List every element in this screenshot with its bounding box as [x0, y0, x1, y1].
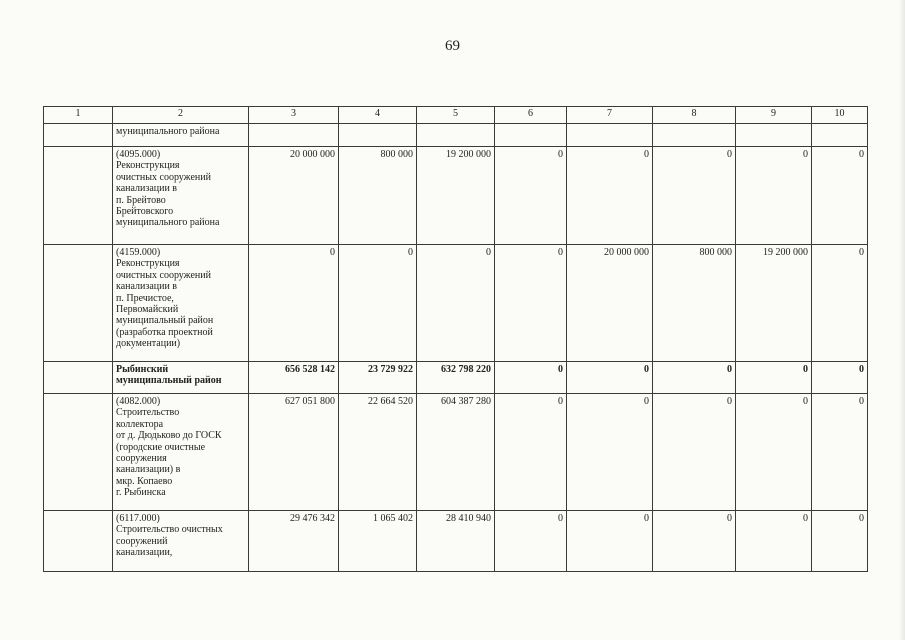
table-cell: 19 200 000 — [736, 245, 812, 362]
table-cell — [44, 362, 113, 394]
budget-table — [43, 106, 868, 572]
table-cell: 1 065 402 — [339, 511, 417, 572]
column-header: 3 — [249, 107, 339, 124]
table-cell — [736, 124, 812, 147]
table-row — [44, 147, 868, 245]
table-cell: 0 — [495, 147, 567, 245]
table-cell: 0 — [417, 245, 495, 362]
table-cell: 0 — [653, 362, 736, 394]
table-cell — [249, 124, 339, 147]
column-header: 7 — [567, 107, 653, 124]
column-header: 4 — [339, 107, 417, 124]
table-cell: 0 — [812, 147, 868, 245]
table-row — [44, 245, 868, 362]
table-cell: 0 — [495, 245, 567, 362]
page-number: 69 — [445, 38, 460, 54]
column-header: 1 — [44, 107, 113, 124]
table-cell: 800 000 — [339, 147, 417, 245]
table-row — [44, 394, 868, 511]
table-header-row — [44, 107, 868, 124]
table-cell: 0 — [567, 362, 653, 394]
table-cell — [495, 124, 567, 147]
table-cell: 28 410 940 — [417, 511, 495, 572]
table-cell-name: (4095.000) Реконструкция очистных сооружений канализации в п. Брейтово Брейтовского муниципального района — [113, 147, 249, 245]
table-cell: 0 — [495, 394, 567, 511]
table-cell: 0 — [339, 245, 417, 362]
table-cell — [44, 394, 113, 511]
table-cell-name: (6117.000) Строительство очистных сооружений канализации, — [113, 511, 249, 572]
table-cell: 19 200 000 — [417, 147, 495, 245]
scan-edge-shadow — [899, 0, 905, 640]
column-header: 9 — [736, 107, 812, 124]
table-cell — [44, 124, 113, 147]
table-cell: 0 — [812, 245, 868, 362]
table-cell: 0 — [567, 394, 653, 511]
table-cell: 0 — [812, 362, 868, 394]
table-cell: 0 — [736, 394, 812, 511]
table-cell: 800 000 — [653, 245, 736, 362]
table-cell: 0 — [653, 511, 736, 572]
table-cell: 627 051 800 — [249, 394, 339, 511]
table-cell: 0 — [495, 362, 567, 394]
table-cell — [339, 124, 417, 147]
table-cell: 0 — [812, 394, 868, 511]
table-cell — [653, 124, 736, 147]
table-cell: 0 — [812, 511, 868, 572]
table-cell: 20 000 000 — [249, 147, 339, 245]
table-cell — [44, 511, 113, 572]
table-row-subtotal — [44, 362, 868, 394]
table-cell — [44, 147, 113, 245]
table-cell: 0 — [653, 147, 736, 245]
table-cell: 29 476 342 — [249, 511, 339, 572]
table-cell: 0 — [495, 511, 567, 572]
table-cell — [812, 124, 868, 147]
table-cell: 23 729 922 — [339, 362, 417, 394]
table-cell: 22 664 520 — [339, 394, 417, 511]
table-cell: 0 — [736, 147, 812, 245]
table-cell — [417, 124, 495, 147]
table-cell: 0 — [653, 394, 736, 511]
table-cell: 604 387 280 — [417, 394, 495, 511]
table-cell: 20 000 000 — [567, 245, 653, 362]
column-header: 5 — [417, 107, 495, 124]
table-cell: 0 — [249, 245, 339, 362]
table-cell-name: (4159.000) Реконструкция очистных сооружений канализации в п. Пречистое, Первомайский муниципальный район (разработка проектной документации) — [113, 245, 249, 362]
table-cell: 0 — [736, 362, 812, 394]
table-cell: 0 — [567, 511, 653, 572]
table-row — [44, 511, 868, 572]
table-cell: 0 — [567, 147, 653, 245]
table-cell — [567, 124, 653, 147]
table-cell: 656 528 142 — [249, 362, 339, 394]
table-cell-name: Рыбинский муниципальный район — [113, 362, 249, 394]
column-header: 6 — [495, 107, 567, 124]
table-row — [44, 124, 868, 147]
table-cell — [44, 245, 113, 362]
column-header: 8 — [653, 107, 736, 124]
column-header: 10 — [812, 107, 868, 124]
column-header: 2 — [113, 107, 249, 124]
table-cell-name: (4082.000) Строительство коллектора от д. Дюдьково до ГОСК (городские очистные сооружения канализации) в мкр. Копаево г. Рыбинска — [113, 394, 249, 511]
table-cell: 0 — [736, 511, 812, 572]
table-cell: 632 798 220 — [417, 362, 495, 394]
table-cell-name: муниципального района — [113, 124, 249, 147]
